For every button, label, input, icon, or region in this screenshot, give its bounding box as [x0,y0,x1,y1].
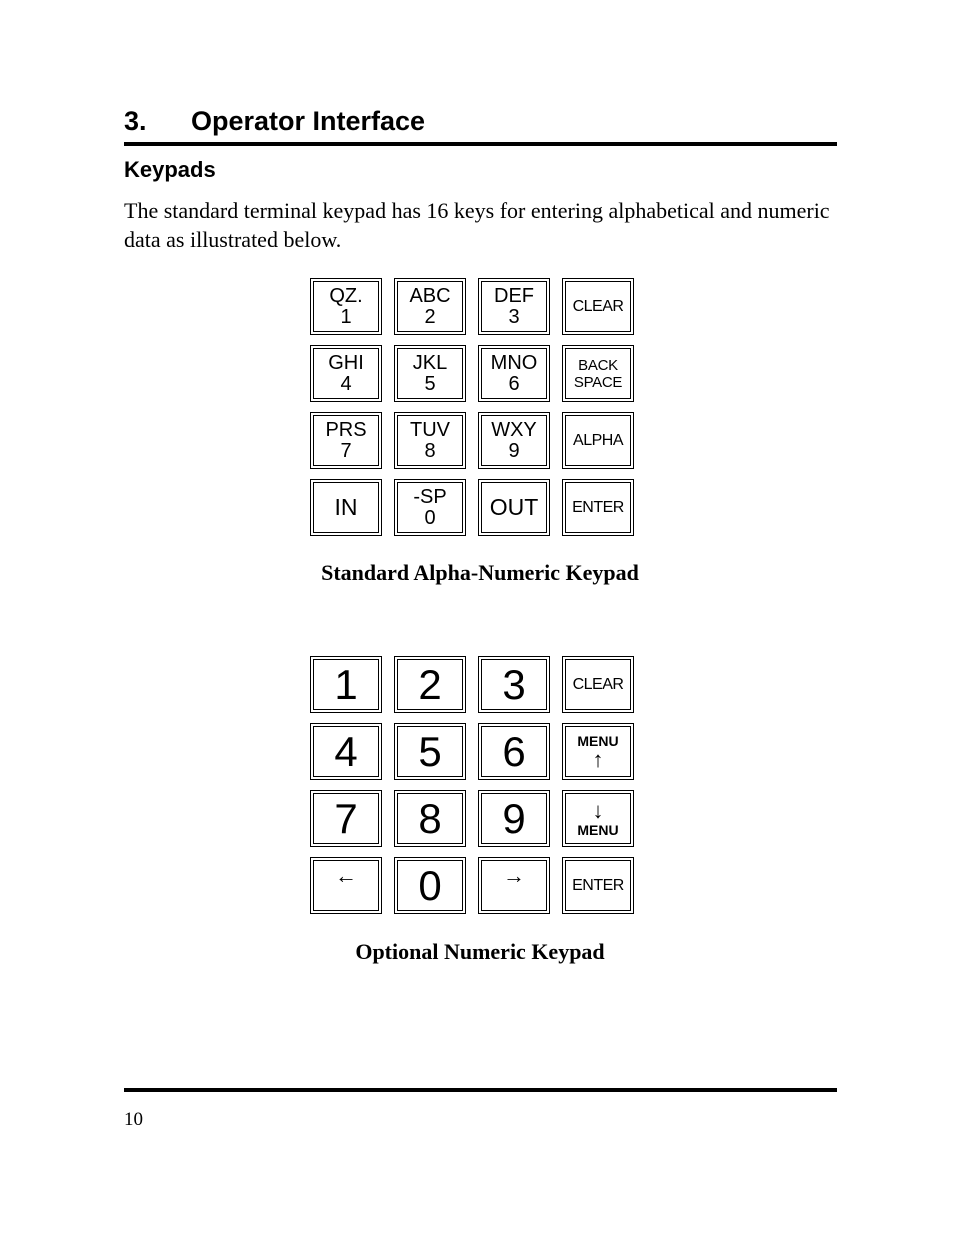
key-bottom-label: 6 [508,372,520,395]
key-top-label: WXY [491,418,537,441]
key-top-label: GHI [328,351,364,374]
key-label: ENTER [572,876,624,894]
key-top-label: MNO [490,351,538,374]
key-bottom-label: 4 [340,372,352,395]
key-8 [394,790,466,847]
key-7 [310,790,382,847]
key-top-label: JKL [412,351,448,374]
arrow-left-icon: ← [335,863,357,888]
key-1 [310,656,382,713]
key-label: ENTER [572,498,624,516]
key-out [478,479,550,536]
caption-standard-keypad: Standard Alpha-Numeric Keypad [321,560,639,585]
key-menu-up [562,723,634,780]
subheading-keypads: Keypads [124,157,216,182]
key-9 [478,790,550,847]
section-title [124,104,836,138]
key-label: MENU [577,821,619,838]
key-4 [310,723,382,780]
key-2 [394,656,466,713]
key-enter [562,857,634,914]
key-label: 2 [418,660,442,708]
key-bottom-label: 3 [508,305,520,328]
key-ghi-4 [310,345,382,402]
key-label: 1 [334,660,358,708]
key-label: OUT [489,494,539,520]
key-label: ALPHA [573,431,623,449]
key-abc-2 [394,278,466,335]
key-bottom-label: SPACE [573,373,623,391]
arrow-up-icon: ↑ [592,746,604,772]
key-jkl-5 [394,345,466,402]
key-prs-7 [310,412,382,469]
key-bottom-label: 7 [340,439,352,462]
key-top-label: QZ. [329,284,363,307]
key-bottom-label: 8 [424,439,436,462]
key-sp-0 [394,479,466,536]
key-clear [562,656,634,713]
key-5 [394,723,466,780]
key-bottom-label: 2 [424,305,436,328]
footer-rule [124,1088,837,1092]
arrow-down-icon: ↓ [592,797,604,823]
key-clear [562,278,634,335]
key-label: 3 [502,660,526,708]
key-wxy-9 [478,412,550,469]
key-qz-1 [310,278,382,335]
key-enter [562,479,634,536]
key-3 [478,656,550,713]
key-label: 4 [334,727,358,775]
section-number: 3. [124,106,147,136]
numeric-keypad [310,656,634,914]
key-label: CLEAR [572,675,624,693]
section-title-text: Operator Interface [191,106,426,136]
key-menu-down [562,790,634,847]
arrow-right-icon: → [503,863,525,888]
key-in [310,479,382,536]
key-top-label: PRS [325,418,367,441]
key-alpha [562,412,634,469]
key-label: CLEAR [572,297,624,315]
key-top-label: ABC [409,284,451,307]
key-label: 7 [334,794,358,842]
key-top-label: BACK [578,356,618,374]
key-backspace [562,345,634,402]
key-def-3 [478,278,550,335]
key-top-label: DEF [494,284,534,307]
key-label: 9 [502,794,526,842]
key-bottom-label: 5 [424,372,436,395]
key-label: 6 [502,727,526,775]
key-tuv-8 [394,412,466,469]
key-6 [478,723,550,780]
caption-numeric-keypad: Optional Numeric Keypad [355,939,605,964]
key-mno-6 [478,345,550,402]
key-left-arrow [310,857,382,914]
title-rule [124,142,837,146]
key-bottom-label: 9 [508,439,520,462]
key-label: 0 [418,861,442,909]
key-0 [394,857,466,914]
key-top-label: -SP [413,485,447,508]
intro-paragraph: The standard terminal keypad has 16 keys for entering alphabetical and numeric data as illustrated below. [124,198,830,252]
key-right-arrow [478,857,550,914]
key-label: 5 [418,727,442,775]
standard-keypad [310,278,634,536]
key-top-label: TUV [410,418,450,441]
page-number: 10 [124,1109,143,1130]
key-label: MENU [577,732,619,749]
key-bottom-label: 1 [340,305,352,328]
key-label: IN [334,494,358,520]
key-label: 8 [418,794,442,842]
key-bottom-label: 0 [424,506,436,529]
